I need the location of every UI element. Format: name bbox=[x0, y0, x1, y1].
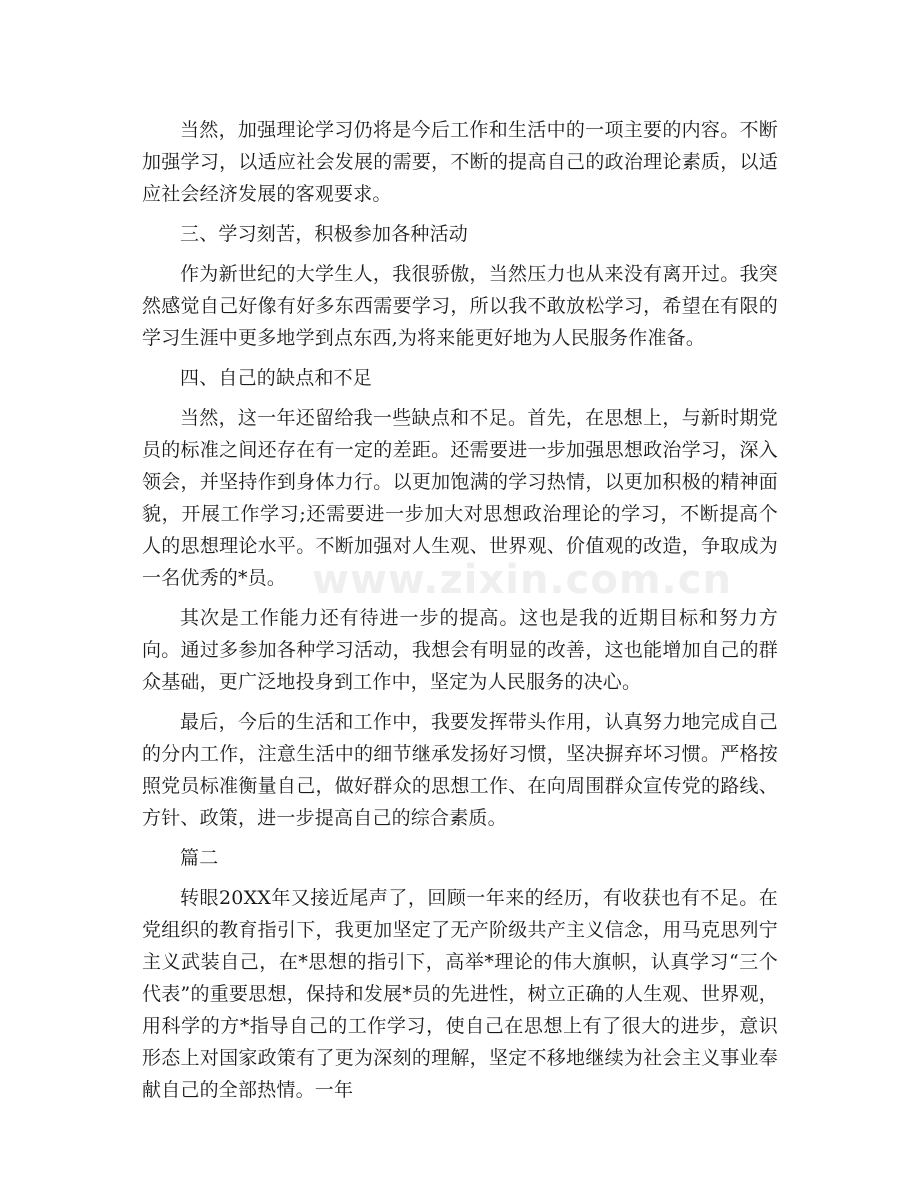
section-heading-4: 四、自己的缺点和不足 bbox=[180, 367, 373, 389]
paragraph-year-end: 转眼20XX年又接近尾声了，回顾一年来的经历，有收获也有不足。在党组织的教育指引下，我更加坚定了无产阶级共产主义信念，用马克思列宁主义武装自己，在*思想的指引下，高举*理论的伟大旗帜，认真学习“三个代表”的重要思想，保持和发展*员的先进性，树立正确的人生观、世界观，用科学的方*指导自己的工作学习，使自己在思想上有了很大的进步，意识形态上对国家政策有了更为深刻的理解，坚定不移地继续为社会主义事业奉献自己的全部热情。一年 bbox=[142, 887, 778, 1101]
section-heading-3: 三、学习刻苦，积极参加各种活动 bbox=[180, 223, 469, 245]
paragraph-shortcomings: 当然，这一年还留给我一些缺点和不足。首先，在思想上，与新时期党员的标准之间还存在有一定的差距。还需要进一步加强思想政治学习，深入领会，并坚持作到身体力行。以更加饱满的学习热情，以更加积极的精神面貌，开展工作学习;还需要进一步加大对思想政治理论的学习，不断提高个人的思想理论水平。不断加强对人生观、世界观、价值观的改造，争取成为一名优秀的*员。 bbox=[142, 407, 778, 589]
paragraph-finally: 最后，今后的生活和工作中，我要发挥带头作用，认真努力地完成自己的分内工作，注意生活中的细节继承发扬好习惯，坚决摒弃坏习惯。严格按照党员标准衡量自己，做好群众的思想工作、在向周围群众宣传党的路线、方针、政策，进一步提高自己的综合素质。 bbox=[142, 711, 778, 829]
paragraph-work-ability: 其次是工作能力还有待进一步的提高。这也是我的近期目标和努力方向。通过多参加各种学习活动，我想会有明显的改善，这也能增加自己的群众基础，更广泛地投身到工作中，坚定为人民服务的决心。 bbox=[142, 607, 778, 693]
document-body bbox=[142, 114, 778, 1114]
watermark: www.zixin.com.cn bbox=[312, 557, 732, 603]
section-heading-part-two: 篇二 bbox=[180, 847, 219, 869]
paragraph-study-theory: 当然，加强理论学习仍将是今后工作和生活中的一项主要的内容。不断加强学习，以适应社会发展的需要，不断的提高自己的政治理论素质，以适应社会经济发展的客观要求。 bbox=[142, 119, 778, 205]
paragraph-new-century: 作为新世纪的大学生人，我很骄傲，当然压力也从来没有离开过。我突然感觉自己好像有好多东西需要学习，所以我不敢放松学习，希望在有限的学习生涯中更多地学到点东西,为将来能更好地为人民服务作准备。 bbox=[142, 263, 778, 349]
